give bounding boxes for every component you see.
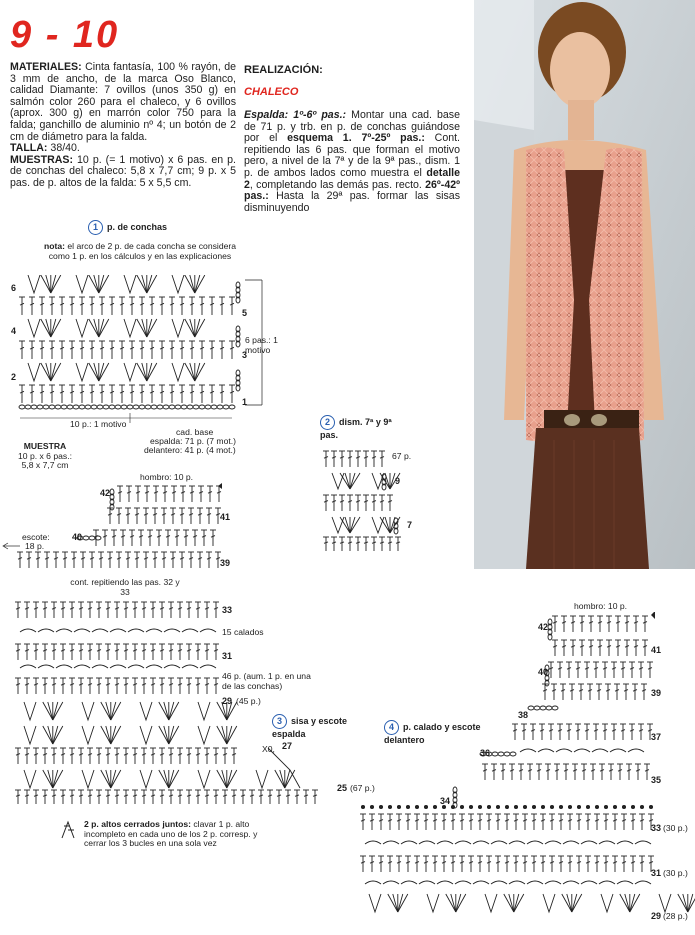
diagram2-heading bbox=[320, 415, 400, 440]
diagram3-title: sisa y escote espalda bbox=[272, 716, 348, 739]
d4-row31-count: (30 p.) bbox=[663, 868, 688, 878]
materials-block bbox=[10, 62, 236, 190]
muestra-line2: 5,8 x 7,7 cm bbox=[21, 460, 69, 471]
back-row-33: 33 bbox=[222, 605, 233, 615]
d1-row-left-0: 6 bbox=[11, 283, 17, 293]
d4-row-37: 37 bbox=[651, 732, 662, 742]
row29-count: (45 p.) bbox=[236, 696, 261, 706]
back-row-31: 31 bbox=[222, 651, 233, 661]
diagram1-heading bbox=[88, 220, 167, 235]
neck-label: escote: bbox=[22, 532, 50, 542]
back-row-29: 29 bbox=[222, 696, 233, 706]
legend-text: clavar 1 p. alto incompleto en cada uno de los 2 p. corresp. y cerrar los 3 bucles en una sola vez bbox=[84, 819, 258, 849]
d4-row-33: 33 bbox=[651, 823, 662, 833]
part1-bold: esquema 1. bbox=[287, 132, 352, 145]
part2-text: Cont. repitiendo las 6 pas. que forman el motivo pero, a nivel de la 7ª y de la 9ª pas., dism. 1 p. de ambos lados como muestra el bbox=[244, 132, 460, 179]
size-value: 38/40. bbox=[50, 142, 80, 155]
back-row-41: 41 bbox=[220, 512, 231, 522]
neck-count: 18 p. bbox=[25, 541, 45, 551]
back-main-chart bbox=[0, 598, 340, 808]
d1-base-front: delantero: 41 p. (4 mot.) bbox=[144, 445, 236, 455]
repeat-note: cont. repitiendo las pas. 32 y 33 bbox=[70, 577, 180, 597]
d1-row-left-2: 2 bbox=[11, 372, 17, 382]
materials-label: MATERIALES: bbox=[10, 61, 82, 73]
sample-label: MUESTRAS: bbox=[10, 153, 73, 166]
d1-repeat-label: 6 pas.: 1 motivo bbox=[245, 335, 278, 355]
back-row-42: 42 bbox=[100, 488, 111, 498]
d4-row-39: 39 bbox=[651, 688, 662, 698]
d2-row-0: 9 bbox=[395, 476, 401, 486]
d1-row-right-1: 3 bbox=[242, 350, 248, 360]
part1-label: Espalda: 1º-6º pas.: bbox=[244, 109, 347, 121]
part3-text: Hasta la 29ª pas. formar las sisas disminuyendo bbox=[244, 190, 461, 214]
d4-row-31: 31 bbox=[651, 868, 662, 878]
back-row-39: 39 bbox=[220, 558, 231, 568]
page-title: 9 - 10 bbox=[10, 14, 120, 56]
diagram1-chart bbox=[0, 275, 270, 445]
diagram2-number: 2 bbox=[320, 415, 335, 430]
back-row-40: 40 bbox=[72, 532, 83, 542]
d1-base-back: espalda: 71 p. (7 mot.) bbox=[150, 436, 236, 446]
realizacion-text bbox=[244, 110, 460, 214]
diagram4-number: 4 bbox=[384, 720, 399, 735]
back-row-25: 25 bbox=[337, 783, 348, 793]
d4-row-42: 42 bbox=[538, 622, 549, 632]
realizacion-heading: REALIZACIÓN: bbox=[244, 64, 323, 76]
calados-label: 15 calados bbox=[222, 627, 264, 637]
part2-tail: , completando las demás pas. recto. bbox=[249, 178, 422, 191]
diagram3-heading bbox=[272, 714, 352, 739]
d4-row-35: 35 bbox=[651, 775, 662, 785]
diagram1-note bbox=[40, 242, 240, 261]
note-label: nota: bbox=[43, 241, 65, 251]
d4-shoulder: hombro: 10 p. bbox=[574, 601, 628, 611]
muestra-label: MUESTRA bbox=[23, 441, 67, 451]
model-photo bbox=[474, 0, 695, 569]
diagram2-chart bbox=[322, 447, 412, 552]
d4-row-41: 41 bbox=[651, 645, 662, 655]
part2-label: 7º-25º pas.: bbox=[361, 132, 425, 145]
d4-row-40: 40 bbox=[538, 667, 549, 677]
d1-row-right-0: 5 bbox=[242, 308, 248, 318]
diagram3-number: 3 bbox=[272, 714, 287, 729]
d4-row-38: 38 bbox=[518, 710, 529, 720]
sample-text: 10 p. (= 1 motivo) x 6 pas. en p. de conchas del chaleco: 5,8 x 7,7 cm; 9 p. x 5 pas. de p. altos de la falda: 5 x 5,5 cm. bbox=[10, 153, 236, 189]
d1-width-label: 10 p.: 1 motivo bbox=[70, 419, 127, 429]
muestra-line1: 10 p. x 6 pas.: bbox=[18, 450, 72, 461]
muestra-block bbox=[15, 442, 75, 471]
d1-base-label: cad. base bbox=[176, 427, 214, 437]
legend-symbol-icon bbox=[60, 820, 76, 840]
legend-block bbox=[84, 820, 274, 849]
chaleco-heading: CHALECO bbox=[244, 86, 299, 98]
legend-label: 2 p. altos cerrados juntos: bbox=[84, 819, 191, 829]
d3-row: 27 bbox=[282, 741, 293, 751]
diagram4-chart bbox=[355, 612, 695, 922]
part2-bold: detalle 2 bbox=[244, 166, 460, 191]
model-illustration bbox=[474, 0, 695, 569]
part3-label: 26º-42º pas.: bbox=[244, 178, 460, 203]
d4-row-36: 36 bbox=[480, 748, 491, 758]
d2-count: 67 p. bbox=[392, 451, 412, 461]
d2-row-1: 7 bbox=[407, 520, 413, 530]
diagram4-title: p. calado y escote delantero bbox=[384, 722, 481, 745]
d1-row-right-2: 1 bbox=[242, 397, 248, 407]
part1-text: Montar una cad. base de 71 p. y trb. en p. de conchas guiándose por el bbox=[244, 109, 460, 145]
increase-label: 46 p. (aum. 1 p. en una de las conchas) bbox=[222, 671, 311, 691]
d4-row29-count: (28 p.) bbox=[663, 911, 688, 921]
diagram1-number: 1 bbox=[88, 220, 103, 235]
d4-row33-count: (30 p.) bbox=[663, 823, 688, 833]
diagram1-title: p. de conchas bbox=[107, 222, 168, 232]
d1-row-left-1: 4 bbox=[11, 326, 17, 336]
note-text: el arco de 2 p. de cada concha se considera como 1 p. en los cálculos y en las explicaciones bbox=[48, 241, 237, 261]
materials-text: Cinta fantasía, 100 % rayón, de 3 mm de ancho, de la marca Oso Blanco, calidad Diamante: 7 ovillos (unos 350 g) en salmón color 260 para el chaleco, y 6 ovillos (aprox. 300 g) en marrón color 750 para la falda; ganchillo de aluminio nº 4; un botón de 2 cm de diámetro para la falda. bbox=[10, 61, 236, 143]
d3-xo: X0, bbox=[262, 744, 275, 754]
back-neck-chart bbox=[0, 482, 240, 577]
d4-row-29: 29 bbox=[651, 911, 662, 921]
size-label: TALLA: bbox=[10, 142, 48, 155]
back-shoulder: hombro: 10 p. bbox=[140, 472, 194, 482]
row25-count: (67 p.) bbox=[350, 783, 375, 793]
d4-row-34: 34 bbox=[440, 796, 451, 806]
diagram2-title: dism. 7ª y 9ª pas. bbox=[320, 417, 392, 440]
